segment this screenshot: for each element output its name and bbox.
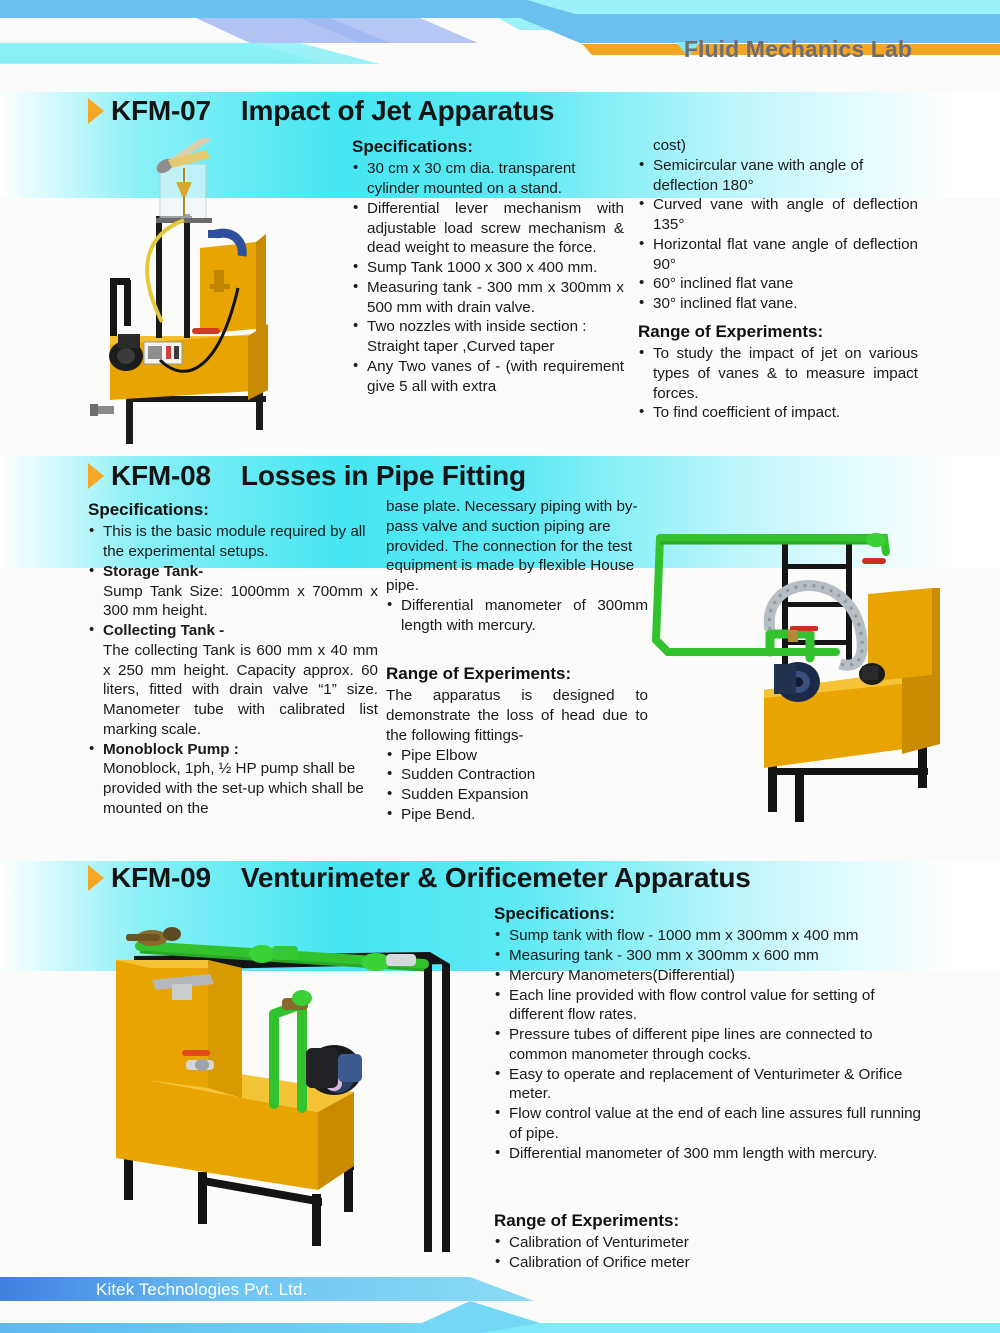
- list-item-text: Sump Tank Size: 1000mm x 700mm x 300 mm height.: [103, 582, 378, 620]
- impact-of-jet-apparatus-illustration: [88, 138, 356, 446]
- range-list: [386, 746, 648, 825]
- list-item: • Differential manometer of 300 mm length with mercury.: [494, 1144, 922, 1164]
- spec-heading: Specifications:: [88, 500, 209, 519]
- list-item: [88, 621, 378, 740]
- list-item: [88, 522, 378, 562]
- spec-list: [88, 522, 378, 818]
- kfm08-spec-column-mid: [386, 497, 648, 635]
- list-item: • To study the impact of jet on various types of vanes & to measure impact forces.: [638, 344, 918, 403]
- list-item: • To find coefficient of impact.: [638, 403, 918, 423]
- losses-in-pipe-fitting-illustration: [640, 522, 970, 842]
- kfm07-spec-column-left: [352, 136, 624, 396]
- venturimeter-orificemeter-illustration: [86, 912, 486, 1264]
- list-item: • 60° inclined flat vane: [638, 274, 918, 294]
- page-title: Fluid Mechanics Lab: [683, 36, 912, 62]
- kfm08-spec-column-left: [88, 499, 378, 819]
- list-item: • Sudden Expansion: [386, 785, 648, 805]
- list-item: • Calibration of Venturimeter: [494, 1233, 922, 1253]
- list-item-lead: Collecting Tank -: [103, 622, 225, 640]
- list-item: • Any Two vanes of - (with requirement give 5 all with extra: [352, 357, 624, 397]
- spec-continuation: base plate. Necessary piping with by-pass valve and suction piping are provided. The connection for the test equipment is made by flexible House pipe.: [386, 498, 638, 594]
- list-item: • Sump tank with flow - 1000 mm x 300mm x 400 mm: [494, 926, 922, 946]
- range-heading: Range of Experiments:: [638, 321, 824, 341]
- spec-continuation: cost): [653, 137, 686, 154]
- page-header: [0, 0, 1000, 92]
- section-name: Losses in Pipe Fitting: [240, 460, 526, 491]
- list-item: • Differential lever mechanism with adjustable load screw mechanism & dead weight to measure the force.: [352, 199, 624, 258]
- arrow-right-icon: [88, 98, 104, 124]
- list-item: • Pressure tubes of different pipe lines are connected to common manometer through cocks.: [494, 1025, 922, 1065]
- section-title-kfm07: [88, 95, 554, 127]
- range-list: [494, 1233, 922, 1273]
- kfm09-spec-column: [494, 903, 922, 1163]
- list-item: • Semicircular vane with angle of deflection 180°: [638, 156, 918, 196]
- list-item: [88, 740, 378, 819]
- list-item-text: Monoblock, 1ph, ½ HP pump shall be provided with the set-up which shall be mounted on the: [103, 760, 364, 817]
- range-intro: The apparatus is designed to demonstrate the loss of head due to the following fittings-: [386, 687, 648, 744]
- section-name: Impact of Jet Apparatus: [240, 95, 555, 126]
- arrow-right-icon: [88, 463, 104, 489]
- spec-list: [352, 159, 624, 396]
- list-item-lead: Monoblock Pump :: [103, 740, 239, 758]
- product-image-kfm08: [640, 522, 970, 842]
- list-item: • Calibration of Orifice meter: [494, 1253, 922, 1273]
- list-item: [88, 562, 378, 621]
- list-item: • Mercury Manometers(Differential): [494, 966, 922, 986]
- product-image-kfm09: [86, 912, 486, 1264]
- arrow-right-icon: [88, 865, 104, 891]
- spec-heading: Specifications:: [494, 904, 615, 923]
- spec-heading: Specifications:: [352, 137, 473, 156]
- footer-company-name: Kitek Technologies Pvt. Ltd.: [96, 1280, 308, 1299]
- range-heading: Range of Experiments:: [494, 1211, 680, 1230]
- list-item: • Differential manometer of 300mm length with mercury.: [386, 596, 648, 636]
- kfm07-spec-column-right: [638, 136, 918, 423]
- range-list: [638, 344, 918, 423]
- spec-inline-note: • Sump Tank 1000 x 300 x 400 mm.: [352, 258, 624, 278]
- kfm08-range-column: [386, 663, 648, 825]
- section-title-kfm09: [88, 862, 751, 894]
- list-item: • Each line provided with flow control value for setting of different flow rates.: [494, 986, 922, 1026]
- range-heading: Range of Experiments:: [386, 664, 572, 683]
- list-item: • 30 cm x 30 cm dia. transparent cylinder mounted on a stand.: [352, 159, 624, 199]
- section-code: KFM-09: [111, 862, 211, 893]
- section-code: KFM-08: [111, 460, 211, 491]
- list-item: • Pipe Elbow: [386, 746, 648, 766]
- kfm09-range-column: [494, 1210, 922, 1273]
- list-item-lead: Storage Tank-: [103, 562, 204, 580]
- list-item: • Easy to operate and replacement of Venturimeter & Orifice meter.: [494, 1065, 922, 1105]
- section-name: Venturimeter & Orificemeter Apparatus: [240, 862, 751, 893]
- product-image-kfm07: [88, 138, 356, 446]
- list-item: • Flow control value at the end of each line assures full running of pipe.: [494, 1104, 922, 1144]
- spec-list: [494, 926, 922, 1163]
- list-item: • Pipe Bend.: [386, 805, 648, 825]
- list-item: • Measuring tank - 300 mm x 300mm x 600 mm: [494, 946, 922, 966]
- list-item: • Sudden Contraction: [386, 765, 648, 785]
- list-item: • Measuring tank - 300 mm x 300mm x 500 mm with drain valve.: [352, 278, 624, 318]
- list-item-text: The collecting Tank is 600 mm x 40 mm x 250 mm height. Capacity approx. 60 liters, fitted with drain valve “1” size. Manometer tube with calibrated list marking scale.: [103, 641, 378, 738]
- section-title-kfm08: [88, 460, 526, 492]
- list-item-text: This is the basic module required by all the experimental setups.: [103, 523, 366, 561]
- section-code: KFM-07: [111, 95, 211, 126]
- spec-list-mid: [386, 596, 648, 636]
- spec-list-right: [638, 156, 918, 314]
- list-item: • Curved vane with angle of deflection 135°: [638, 195, 918, 235]
- list-item: • Two nozzles with inside section : Straight taper ,Curved taper: [352, 317, 624, 357]
- list-item: • 30° inclined flat vane.: [638, 294, 918, 314]
- list-item: • Horizontal flat vane angle of deflection 90°: [638, 235, 918, 275]
